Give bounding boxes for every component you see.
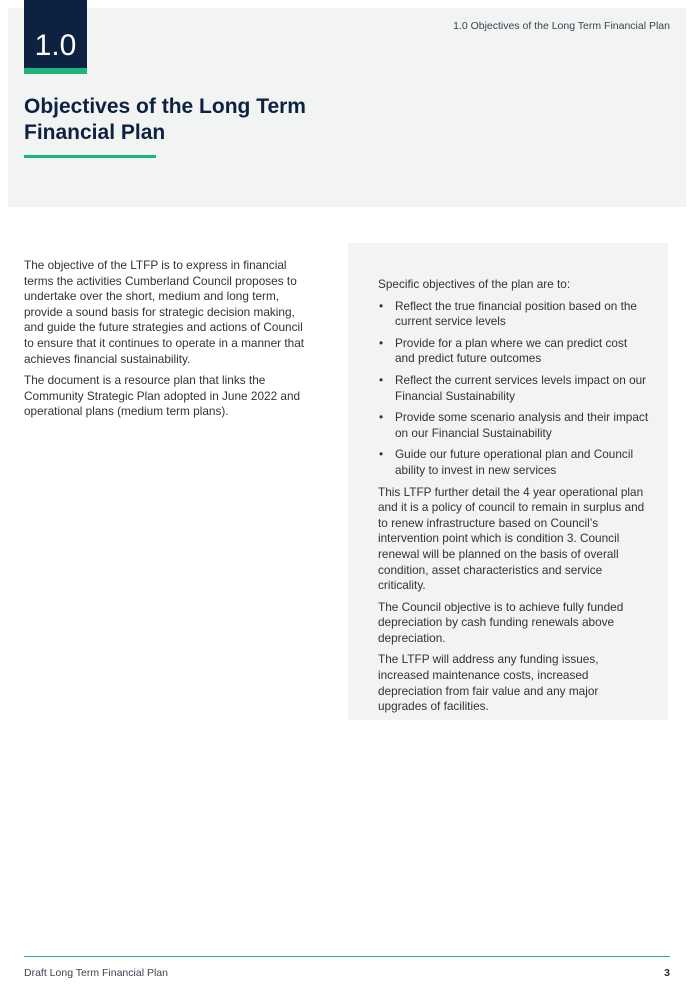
left-paragraph-2: The document is a resource plan that links the Community Strategic Plan adopted in June 2022 and operational plans (medium term plans). [24, 373, 301, 419]
list-item [378, 447, 650, 478]
page-title: Objectives of the Long Term Financial Plan [24, 95, 306, 144]
left-column [24, 258, 306, 426]
footer-document-name: Draft Long Term Financial Plan [24, 967, 168, 979]
bullet-icon: • [379, 335, 384, 350]
running-head: 1.0 Objectives of the Long Term Financial Plan [453, 20, 670, 32]
list-item [378, 299, 650, 330]
objectives-panel [348, 243, 668, 720]
bullet-icon: • [379, 410, 384, 425]
footer-divider [24, 956, 670, 957]
panel-paragraph-2: The Council objective is to achieve fully funded depreciation by cash funding renewals above depreciation. [378, 599, 624, 645]
list-item [378, 373, 650, 404]
panel-paragraph-1: This LTFP further detail the 4 year operational plan and it is a policy of council to remain in surplus and to renew infrastructure based on Council’s intervention point which is condition 3. Council renewal will be planned on the basis of overall condition, asset characteristics and service criticality. [378, 484, 645, 593]
list-item-text: Provide for a plan where we can predict cost and predict future outcomes [395, 335, 628, 366]
bullet-icon: • [379, 298, 384, 313]
section-tab-accent [24, 68, 87, 74]
list-item [378, 410, 650, 441]
title-underline [24, 155, 156, 158]
section-number: 1.0 [34, 29, 77, 62]
panel-intro: Specific objectives of the plan are to: [378, 277, 571, 291]
left-paragraph-1: The objective of the LTFP is to express in financial terms the activities Cumberland Council proposes to undertake over the short, medium and long term, provide a sound basis for strategic decision making, and guide the future strategies and actions of Council to ensure that it continues to operate in a manner that achieves financial sustainability. [24, 258, 305, 366]
list-item-text: Reflect the current services levels impact on our Financial Sustainability [395, 372, 647, 403]
bullet-icon: • [379, 447, 384, 462]
objectives-list [378, 299, 650, 479]
bullet-icon: • [379, 372, 384, 387]
list-item-text: Reflect the true financial position based on the current service levels [395, 298, 637, 329]
panel-paragraph-3: The LTFP will address any funding issues, increased maintenance costs, increased depreciation from fair value and any major upgrades of facilities. [378, 652, 599, 714]
page-number: 3 [664, 967, 670, 979]
list-item [378, 336, 650, 367]
list-item-text: Guide our future operational plan and Council ability to invest in new services [395, 447, 634, 477]
objectives-panel-content [378, 277, 650, 721]
list-item-text: Provide some scenario analysis and their impact on our Financial Sustainability [395, 410, 649, 440]
